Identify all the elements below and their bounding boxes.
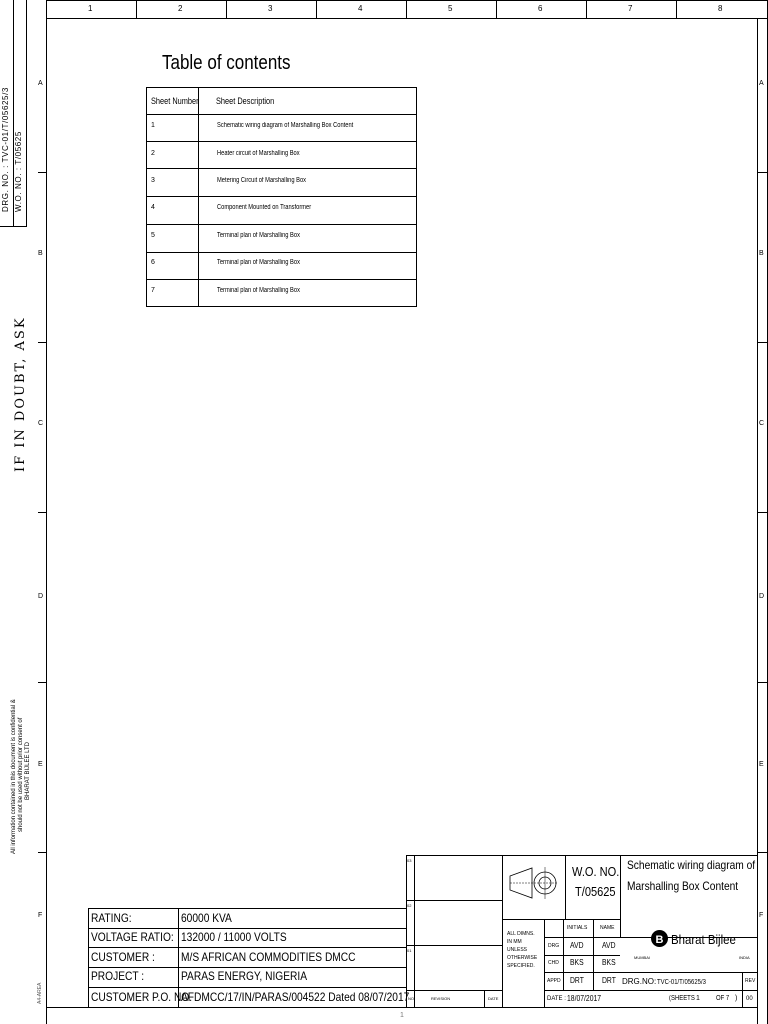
bottom-center-mark: 1 [400,1012,404,1019]
project-value: PARAS ENERGY, NIGERIA [181,969,308,983]
toc-row-number: 7 [151,287,155,294]
row-label-d-left: D [38,593,44,600]
toc-row-description: Terminal plan of Marshalling Box [217,287,300,294]
customer-label: CUSTOMER : [91,950,155,964]
rating-value: 60000 KVA [181,911,232,925]
column-label-1: 1 [88,4,93,13]
revision-header: REVISION [431,996,451,1001]
side-work-order-number: W.O. NO. : T/05625 [14,131,23,212]
row-label-b-right: B [759,250,764,257]
row-label-d-right: D [759,593,765,600]
column-label-5: 5 [448,4,453,13]
customer-value: M/S AFRICAN COMMODITIES DMCC [181,950,356,964]
approval-role: DRG [548,943,560,949]
company-city: MUMBAI [634,955,650,960]
voltage-ratio-label: VOLTAGE RATIO: [91,930,174,944]
date-label: DATE : [547,996,566,1002]
revision-date-header: DATE [488,996,499,1001]
toc-row-number: 6 [151,259,155,266]
sheet-number: 1 [696,995,700,1002]
sheets-label: (SHEETS [669,995,695,1002]
approval-initials: BKS [570,958,584,967]
approval-role: CHD [548,960,559,966]
revision-label: REV [745,978,756,984]
initials-header: INITIALS [567,925,588,931]
row-label-e-right: E [759,761,764,768]
toc-row-number: 3 [151,177,155,184]
date-value: 18/07/2017 [567,994,602,1003]
row-label-b-left: B [38,250,43,257]
dimensions-note: ALL DIMNS. IN MM UNLESS OTHERWISE SPECIFIED. [507,931,538,969]
work-order-value: T/05625 [575,884,616,899]
drawing-number-value: TVC-01/T/05625/3 [657,979,706,986]
revision-value: 00 [746,996,753,1002]
approval-initials: AVD [570,941,584,950]
third-angle-projection-icon [506,862,560,904]
side-drawing-number: DRG. NO. : TVC-01/T/05625/3 [1,87,10,212]
row-label-a-left: A [38,80,43,87]
toc-header-sheet-description: Sheet Description [216,96,275,106]
column-label-6: 6 [538,4,543,13]
toc-row-description: Terminal plan of Marshalling Box [217,259,300,266]
if-in-doubt-ask: IF IN DOUBT, ASK [13,316,28,472]
sheet-count: OF 7 [716,995,730,1002]
row-label-a-right: A [759,80,764,87]
project-label: PROJECT : [91,969,145,983]
toc-row-description: Heater circuit of Marshalling Box [217,150,300,157]
customer-po-label: CUSTOMER P.O. NO. [91,990,193,1004]
row-label-e-left: E [38,761,43,768]
row-label-f-left: F [38,912,43,919]
voltage-ratio-value: 132000 / 11000 VOLTS [181,930,287,944]
approval-role: APPD [547,978,561,984]
company-name: Bharat Bijlee [671,932,736,947]
toc-title: Table of contents [162,52,291,74]
toc-row-description: Schematic wiring diagram of Marshalling Box Content [217,122,354,129]
column-label-3: 3 [268,4,273,13]
revision-no-header: NO. [408,996,416,1001]
drawing-title-line-1: Schematic wiring diagram of [627,858,756,872]
sheets-close: ) [735,995,738,1002]
toc-header-sheet-number: Sheet Number [151,96,199,106]
column-label-8: 8 [718,4,723,13]
company-country: INDIA [739,955,750,960]
column-label-2: 2 [178,4,183,13]
rating-label: RATING: [91,911,132,925]
customer-po-value: AFDMCC/17/IN/PARAS/004522 Dated 08/07/2017 [181,990,410,1004]
toc-row-number: 5 [151,232,155,239]
column-label-4: 4 [358,4,363,13]
column-label-7: 7 [628,4,633,13]
row-label-f-right: F [759,912,764,919]
toc-row-number: 4 [151,204,155,211]
approval-name: DRT [602,976,616,985]
approval-name: AVD [602,941,616,950]
toc-row-number: 1 [151,122,155,129]
bharat-bijlee-logo-icon: B [651,930,668,947]
sheet-size-mark: A4-AREA [37,982,43,1004]
name-header: NAME [600,925,615,931]
row-label-c-left: C [38,420,44,427]
approval-name: BKS [602,958,616,967]
drawing-number-label: DRG.NO: [622,977,657,986]
drawing-title-line-2: Marshalling Box Content [627,879,739,893]
row-label-c-right: C [759,420,765,427]
toc-row-description: Component Mounted on Transformer [217,204,312,211]
toc-row-description: Metering Circuit of Marshalling Box [217,177,307,184]
toc-row-description: Terminal plan of Marshalling Box [217,232,300,239]
work-order-label: W.O. NO. [572,864,620,879]
approval-initials: DRT [570,976,584,985]
toc-row-number: 2 [151,150,155,157]
